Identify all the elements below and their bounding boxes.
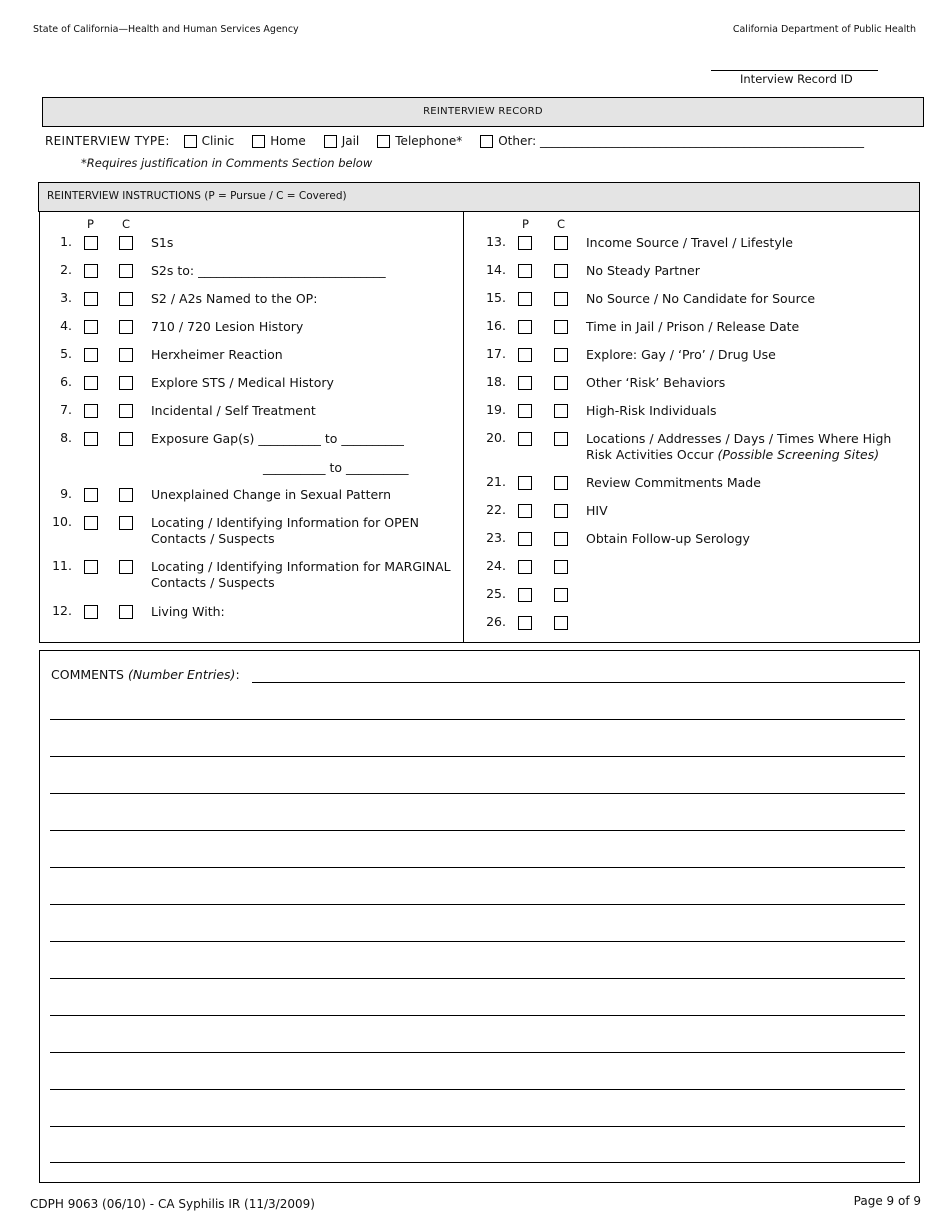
covered-checkbox[interactable] bbox=[119, 605, 133, 619]
item-number: 7. bbox=[60, 402, 72, 417]
type-option-jail[interactable] bbox=[324, 134, 360, 148]
item-label: S2 / A2s Named to the OP: bbox=[151, 291, 318, 306]
column-divider bbox=[463, 211, 464, 643]
justification-note: *Requires justification in Comments Section below bbox=[81, 156, 373, 170]
comments-label: COMMENTS (Number Entries): bbox=[51, 667, 240, 682]
record-id-label: Interview Record ID bbox=[740, 72, 853, 86]
comments-line[interactable] bbox=[50, 1015, 905, 1016]
item-label: Unexplained Change in Sexual Pattern bbox=[151, 487, 392, 502]
pursue-checkbox[interactable] bbox=[84, 292, 98, 306]
covered-checkbox[interactable] bbox=[554, 432, 568, 446]
type-option-other[interactable] bbox=[480, 134, 864, 148]
pursue-checkbox[interactable] bbox=[84, 348, 98, 362]
item-number: 19. bbox=[486, 402, 506, 417]
comments-box bbox=[39, 650, 920, 1183]
item-label: Other ‘Risk’ Behaviors bbox=[586, 375, 726, 390]
covered-checkbox[interactable] bbox=[119, 404, 133, 418]
item-number: 14. bbox=[486, 262, 506, 277]
item-number: 23. bbox=[486, 530, 506, 545]
item-label-text: Locations / Addresses / Days / Times Where High Risk Activities Occur bbox=[586, 431, 892, 462]
item-label: Incidental / Self Treatment bbox=[151, 403, 316, 418]
item-number: 9. bbox=[60, 486, 72, 501]
pursue-checkbox[interactable] bbox=[518, 236, 532, 250]
covered-checkbox[interactable] bbox=[554, 292, 568, 306]
pursue-checkbox[interactable] bbox=[518, 616, 532, 630]
record-id-field[interactable] bbox=[711, 70, 878, 71]
comments-line[interactable] bbox=[50, 1126, 905, 1127]
covered-checkbox[interactable] bbox=[119, 488, 133, 502]
covered-checkbox[interactable] bbox=[554, 588, 568, 602]
page-number: Page 9 of 9 bbox=[853, 1194, 921, 1208]
item-label: Explore STS / Medical History bbox=[151, 375, 334, 390]
reinterview-type-row bbox=[45, 134, 864, 148]
covered-checkbox[interactable] bbox=[119, 236, 133, 250]
covered-checkbox[interactable] bbox=[119, 376, 133, 390]
item-label: Explore: Gay / ‘Pro’ / Drug Use bbox=[586, 347, 776, 362]
pursue-checkbox[interactable] bbox=[84, 376, 98, 390]
covered-checkbox[interactable] bbox=[554, 476, 568, 490]
item-number: 3. bbox=[60, 290, 72, 305]
exposure-gap-second-line[interactable]: __________ to __________ bbox=[263, 460, 409, 475]
item-label: Review Commitments Made bbox=[586, 475, 761, 490]
pursue-checkbox[interactable] bbox=[518, 264, 532, 278]
item-label bbox=[586, 431, 906, 463]
agency-header: State of California—Health and Human Services Agency bbox=[33, 24, 299, 35]
pursue-checkbox[interactable] bbox=[84, 320, 98, 334]
item-number: 17. bbox=[486, 346, 506, 361]
comments-line[interactable] bbox=[252, 682, 905, 683]
item-number: 25. bbox=[486, 586, 506, 601]
checkbox[interactable] bbox=[377, 135, 390, 148]
comments-line[interactable] bbox=[50, 1089, 905, 1090]
covered-header-left: C bbox=[122, 217, 131, 231]
item-number: 4. bbox=[60, 318, 72, 333]
item-label: Obtain Follow-up Serology bbox=[586, 531, 750, 546]
comments-line[interactable] bbox=[50, 1052, 905, 1053]
pursue-checkbox[interactable] bbox=[518, 560, 532, 574]
pursue-checkbox[interactable] bbox=[518, 376, 532, 390]
covered-checkbox[interactable] bbox=[554, 532, 568, 546]
pursue-checkbox[interactable] bbox=[518, 320, 532, 334]
covered-checkbox[interactable] bbox=[119, 560, 133, 574]
pursue-checkbox[interactable] bbox=[518, 532, 532, 546]
pursue-checkbox[interactable] bbox=[518, 504, 532, 518]
item-label-italic: (Possible Screening Sites) bbox=[717, 447, 880, 462]
pursue-checkbox[interactable] bbox=[84, 264, 98, 278]
form-number: CDPH 9063 (06/10) - CA Syphilis IR (11/3/2009) bbox=[30, 1197, 315, 1211]
item-number: 12. bbox=[52, 603, 72, 618]
covered-checkbox[interactable] bbox=[554, 376, 568, 390]
comments-line[interactable] bbox=[50, 756, 905, 757]
option-label: Telephone* bbox=[395, 134, 463, 148]
checkbox[interactable] bbox=[252, 135, 265, 148]
covered-checkbox[interactable] bbox=[554, 560, 568, 574]
pursue-checkbox[interactable] bbox=[84, 605, 98, 619]
item-label: No Source / No Candidate for Source bbox=[586, 291, 816, 306]
comments-line[interactable] bbox=[50, 793, 905, 794]
covered-checkbox[interactable] bbox=[119, 432, 133, 446]
comments-line[interactable] bbox=[50, 1162, 905, 1163]
comments-label-text: COMMENTS bbox=[51, 667, 124, 682]
pursue-checkbox[interactable] bbox=[84, 432, 98, 446]
item-number: 2. bbox=[60, 262, 72, 277]
item-label: 710 / 720 Lesion History bbox=[151, 319, 304, 334]
item-label: Income Source / Travel / Lifestyle bbox=[586, 235, 793, 250]
pursue-checkbox[interactable] bbox=[84, 488, 98, 502]
pursue-checkbox[interactable] bbox=[518, 348, 532, 362]
type-option-clinic[interactable] bbox=[184, 134, 235, 148]
checkbox[interactable] bbox=[480, 135, 493, 148]
item-label: Exposure Gap(s) __________ to __________ bbox=[151, 431, 404, 446]
covered-checkbox[interactable] bbox=[119, 320, 133, 334]
pursue-checkbox[interactable] bbox=[518, 292, 532, 306]
pursue-checkbox[interactable] bbox=[84, 560, 98, 574]
pursue-header-right: P bbox=[522, 217, 529, 231]
item-number: 10. bbox=[52, 514, 72, 529]
covered-checkbox[interactable] bbox=[554, 504, 568, 518]
pursue-header-left: P bbox=[87, 217, 94, 231]
comments-line[interactable] bbox=[50, 719, 905, 720]
item-number: 22. bbox=[486, 502, 506, 517]
pursue-checkbox[interactable] bbox=[84, 516, 98, 530]
option-label: Other: ______________________________________________________ bbox=[498, 134, 864, 148]
checkbox[interactable] bbox=[324, 135, 337, 148]
pursue-checkbox[interactable] bbox=[518, 432, 532, 446]
item-number: 8. bbox=[60, 430, 72, 445]
item-label: Locating / Identifying Information for OPEN Contacts / Suspects bbox=[151, 515, 419, 546]
type-option-home[interactable] bbox=[252, 134, 305, 148]
covered-checkbox[interactable] bbox=[119, 348, 133, 362]
covered-checkbox[interactable] bbox=[554, 348, 568, 362]
item-number: 15. bbox=[486, 290, 506, 305]
comments-line[interactable] bbox=[50, 941, 905, 942]
item-number: 13. bbox=[486, 234, 506, 249]
covered-checkbox[interactable] bbox=[554, 236, 568, 250]
pursue-checkbox[interactable] bbox=[518, 588, 532, 602]
item-label: Herxheimer Reaction bbox=[151, 347, 283, 362]
item-label: S2s to: ______________________________ bbox=[151, 263, 386, 278]
item-number: 18. bbox=[486, 374, 506, 389]
item-number: 1. bbox=[60, 234, 72, 249]
covered-checkbox[interactable] bbox=[554, 404, 568, 418]
pursue-checkbox[interactable] bbox=[84, 404, 98, 418]
item-number: 5. bbox=[60, 346, 72, 361]
reinterview-type-label: REINTERVIEW TYPE: bbox=[45, 134, 170, 148]
comments-line[interactable] bbox=[50, 830, 905, 831]
item-number: 21. bbox=[486, 474, 506, 489]
comments-line[interactable] bbox=[50, 867, 905, 868]
item-number: 26. bbox=[486, 614, 506, 629]
option-label: Home bbox=[270, 134, 306, 148]
item-number: 24. bbox=[486, 558, 506, 573]
item-label: S1s bbox=[151, 235, 174, 250]
department-header: California Department of Public Health bbox=[732, 24, 916, 35]
item-number: 20. bbox=[486, 430, 506, 445]
comments-label-italic: (Number Entries) bbox=[127, 667, 236, 682]
instructions-title: REINTERVIEW INSTRUCTIONS (P = Pursue / C = Covered) bbox=[38, 182, 920, 212]
type-option-telephone[interactable] bbox=[377, 134, 462, 148]
checkbox[interactable] bbox=[184, 135, 197, 148]
option-label: Jail bbox=[341, 134, 360, 148]
covered-header-right: C bbox=[557, 217, 566, 231]
item-label: No Steady Partner bbox=[586, 263, 700, 278]
item-label: Time in Jail / Prison / Release Date bbox=[586, 319, 800, 334]
item-label: HIV bbox=[586, 503, 608, 518]
comments-line[interactable] bbox=[50, 978, 905, 979]
covered-checkbox[interactable] bbox=[119, 516, 133, 530]
item-label: High-Risk Individuals bbox=[586, 403, 717, 418]
option-label: Clinic bbox=[201, 134, 235, 148]
section-title: REINTERVIEW RECORD bbox=[42, 97, 924, 127]
item-label: Living With: bbox=[151, 604, 225, 619]
item-label: Locating / Identifying Information for MARGINAL Contacts / Suspects bbox=[151, 559, 451, 590]
item-number: 11. bbox=[52, 558, 72, 573]
covered-checkbox[interactable] bbox=[119, 264, 133, 278]
comments-line[interactable] bbox=[50, 904, 905, 905]
pursue-checkbox[interactable] bbox=[518, 404, 532, 418]
covered-checkbox[interactable] bbox=[554, 320, 568, 334]
item-number: 6. bbox=[60, 374, 72, 389]
pursue-checkbox[interactable] bbox=[84, 236, 98, 250]
covered-checkbox[interactable] bbox=[119, 292, 133, 306]
covered-checkbox[interactable] bbox=[554, 616, 568, 630]
pursue-checkbox[interactable] bbox=[518, 476, 532, 490]
item-number: 16. bbox=[486, 318, 506, 333]
covered-checkbox[interactable] bbox=[554, 264, 568, 278]
